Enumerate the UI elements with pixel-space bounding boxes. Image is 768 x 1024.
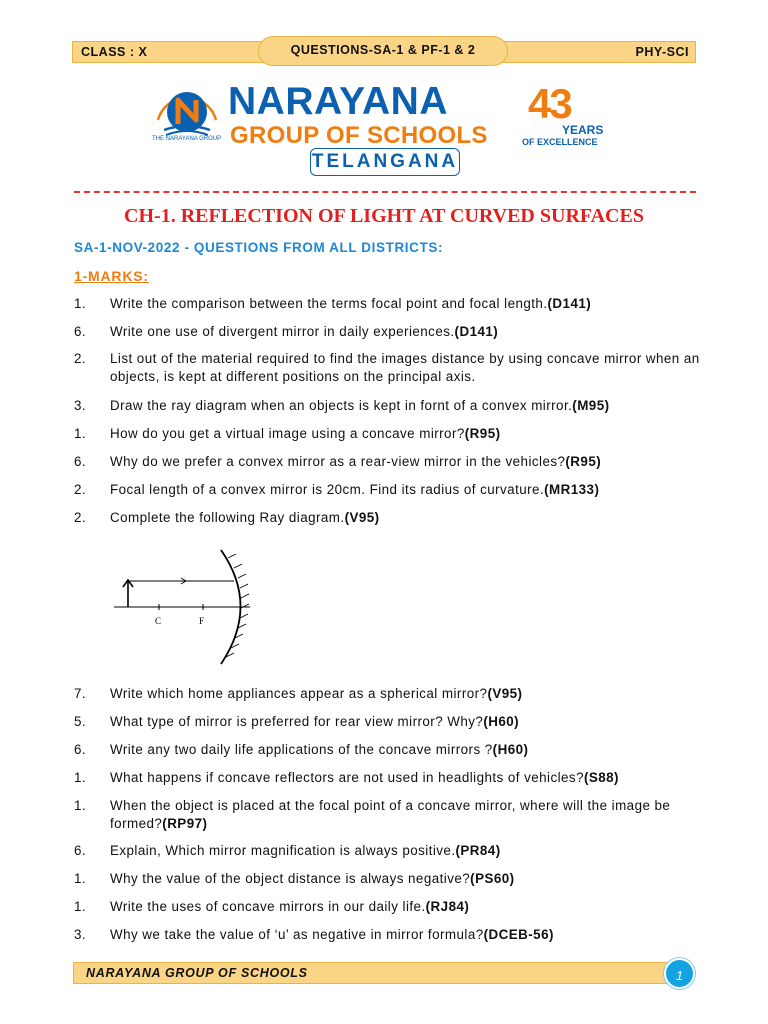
brand-logo	[150, 78, 620, 178]
question-number: 2.	[74, 510, 87, 525]
dashed-divider	[74, 191, 696, 193]
question-code: (V95)	[344, 510, 380, 525]
question-number: 7.	[74, 686, 87, 701]
subject-label: PHY-SCI	[635, 45, 689, 59]
years-word: YEARS	[562, 123, 604, 137]
point-c-label: C	[155, 616, 162, 626]
question-text: Why do we prefer a convex mirror as a rear-view mirror in the vehicles?	[110, 454, 566, 469]
footer-bar	[73, 962, 691, 984]
question-code: (MR133)	[544, 482, 600, 497]
question-text: What type of mirror is preferred for rear view mirror? Why?	[110, 714, 484, 729]
question-code: (PR84)	[455, 843, 501, 858]
question-text: Focal length of a convex mirror is 20cm. Find its radius of curvature.	[110, 482, 545, 497]
section-title: SA-1-NOV-2022 - QUESTIONS FROM ALL DISTRICTS:	[74, 240, 444, 255]
question-code: (M95)	[572, 398, 610, 413]
question-code: (DCEB-56)	[483, 927, 554, 942]
question-number: 1.	[74, 296, 87, 311]
question-number: 5.	[74, 714, 87, 729]
question-code: (H60)	[492, 742, 529, 757]
question-number: 3.	[74, 927, 87, 942]
header-title: QUESTIONS-SA-1 & PF-1 & 2	[258, 36, 508, 66]
question-number: 1.	[74, 798, 87, 813]
question-text: List out of the material required to find the images distance by using concave mirror when an objects, is kept at different positions on the principal axis.	[110, 351, 700, 384]
question-text: Write one use of divergent mirror in daily experiences.	[110, 324, 455, 339]
question-code: (R95)	[464, 426, 501, 441]
question-code: (RJ84)	[425, 899, 470, 914]
question-text: Write the comparison between the terms focal point and focal length.	[110, 296, 548, 311]
years-number: 43	[528, 80, 571, 127]
question-text: What happens if concave reflectors are not used in headlights of vehicles?	[110, 770, 584, 785]
class-label: CLASS : X	[81, 45, 148, 59]
page-number: 1	[664, 958, 695, 989]
question-number: 2.	[74, 351, 87, 366]
question-number: 6.	[74, 324, 87, 339]
question-text: Why the value of the object distance is always negative?	[110, 871, 471, 886]
ray-diagram	[108, 540, 288, 672]
region-label: TELANGANA	[310, 148, 460, 176]
question-code: (H60)	[483, 714, 520, 729]
question-text: Draw the ray diagram when an objects is kept in fornt of a convex mirror.	[110, 398, 573, 413]
brand-title: NARAYANA	[228, 80, 449, 123]
question-text: Explain, Which mirror magnification is always positive.	[110, 843, 456, 858]
mirror-hatching	[226, 554, 249, 657]
question-text: Write any two daily life applications of the concave mirrors ?	[110, 742, 493, 757]
question-text: When the object is placed at the focal point of a concave mirror, where will the image be formed?	[110, 798, 671, 831]
question-code: (RP97)	[162, 816, 208, 831]
brand-small-text: THE NARAYANA GROUP	[152, 136, 222, 142]
point-f-label: F	[199, 616, 205, 626]
question-text: Why we take the value of ‘u’ as negative in mirror formula?	[110, 927, 484, 942]
footer-text: NARAYANA GROUP OF SCHOOLS	[86, 966, 308, 980]
question-text: Complete the following Ray diagram.	[110, 510, 345, 525]
chapter-title: CH-1. REFLECTION OF LIGHT AT CURVED SURFACES	[124, 205, 644, 227]
question-code: (D141)	[454, 324, 499, 339]
question-number: 1.	[74, 899, 87, 914]
narayana-emblem-icon	[150, 80, 224, 144]
question-code: (R95)	[565, 454, 602, 469]
question-code: (D141)	[547, 296, 592, 311]
question-number: 6.	[74, 454, 87, 469]
question-text: Write the uses of concave mirrors in our daily life.	[110, 899, 426, 914]
marks-heading: 1-MARKS:	[74, 268, 149, 284]
question-text: Write which home appliances appear as a spherical mirror?	[110, 686, 488, 701]
question-number: 6.	[74, 742, 87, 757]
question-code: (V95)	[487, 686, 523, 701]
question-number: 3.	[74, 398, 87, 413]
question-number: 6.	[74, 843, 87, 858]
question-text: How do you get a virtual image using a concave mirror?	[110, 426, 465, 441]
question-code: (PS60)	[470, 871, 515, 886]
question-code: (S88)	[583, 770, 619, 785]
question-number: 2.	[74, 482, 87, 497]
question-number: 1.	[74, 426, 87, 441]
brand-subtitle: GROUP OF SCHOOLS	[230, 122, 488, 149]
question-number: 1.	[74, 770, 87, 785]
years-subtitle: OF EXCELLENCE	[522, 137, 598, 147]
question-number: 1.	[74, 871, 87, 886]
